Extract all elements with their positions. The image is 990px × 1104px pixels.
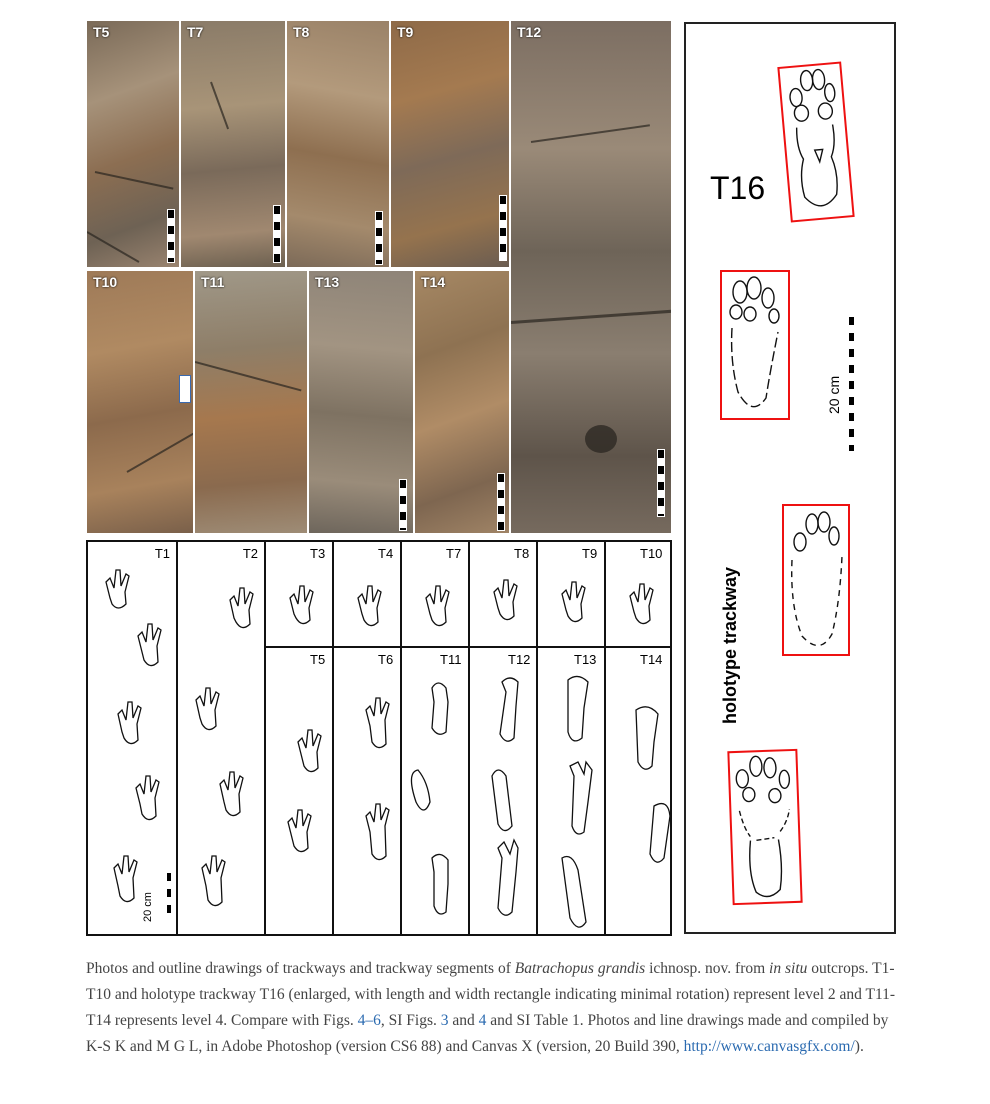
holotype-label: holotype trackway xyxy=(720,566,740,724)
cell-label-t4: T4 xyxy=(378,546,394,561)
photo-t14 xyxy=(414,270,510,534)
cell-label-t13: T13 xyxy=(574,652,597,667)
photo-label: T10 xyxy=(93,274,118,290)
drawing-scale-bar xyxy=(166,872,172,922)
photo-label: T13 xyxy=(315,274,340,290)
outline-drawings-table xyxy=(86,540,672,936)
footprint-rectangle xyxy=(777,62,854,223)
photo-t11 xyxy=(194,270,308,534)
caption-text: Photos and outline drawings of trackways and trackway segments of xyxy=(86,960,515,977)
figure xyxy=(86,20,898,936)
photo-label: T8 xyxy=(293,24,310,40)
figure-caption xyxy=(86,956,906,1060)
caption-text: and SI Table 1. Photos and line drawings made and compiled by K-S K and M G L, in Adobe Photoshop (version CS6 88) and Canvas X (version, 20 Build 390, xyxy=(86,1012,889,1055)
drawing-scale-label: 20 cm xyxy=(142,892,154,922)
photo-t9 xyxy=(390,20,510,268)
photo-label: T9 xyxy=(397,24,414,40)
photo-t12 xyxy=(510,20,672,534)
photo-label: T5 xyxy=(93,24,110,40)
cell-label-t11: T11 xyxy=(440,652,462,667)
caption-text: , SI Figs. xyxy=(380,1012,441,1029)
footprint-drawings xyxy=(178,542,264,932)
caption-text: ). xyxy=(854,1038,864,1055)
cell-label-t9: T9 xyxy=(582,546,598,561)
photo-t5 xyxy=(86,20,180,268)
column-t1 xyxy=(88,542,178,934)
cell-label: T2 xyxy=(242,546,258,561)
photo-label: T14 xyxy=(421,274,446,290)
cell-label-t3: T3 xyxy=(310,546,326,561)
caption-text: and xyxy=(448,1012,479,1029)
footprint-outline xyxy=(729,751,800,903)
scale-bar xyxy=(375,211,383,265)
footprint-rectangle xyxy=(720,270,790,420)
scale-bar xyxy=(167,209,175,263)
t16-scale-label: 20 cm xyxy=(826,375,842,414)
si-fig-3-link[interactable]: 3 xyxy=(440,1012,449,1029)
footprint-outline xyxy=(722,272,788,418)
canvasgfx-link[interactable]: http://www.canvasgfx.com/ xyxy=(683,1038,855,1055)
figs-link[interactable]: 4–6 xyxy=(357,1012,381,1029)
cell-label-t12: T12 xyxy=(508,652,531,667)
scale-bar xyxy=(497,473,505,531)
cell-label-t6: T6 xyxy=(378,652,394,667)
scale-bar xyxy=(273,205,281,263)
footprint-rectangle xyxy=(727,749,802,905)
caption-text: outcrops. T1-T10 and holotype trackway T16 (enlarged, with length and width rectangle indicating minimal rotation) represent level 2 and T11-T14 represents level 4. Compare with Figs. xyxy=(86,960,896,1029)
footprint-outline xyxy=(779,64,852,219)
si-fig-4-link[interactable]: 4 xyxy=(478,1012,487,1029)
cell-label-t7: T7 xyxy=(446,546,462,561)
column-t2 xyxy=(178,542,266,934)
photo-t13 xyxy=(308,270,414,534)
scale-bar xyxy=(657,449,665,517)
scale-bar xyxy=(399,479,407,531)
footprint-drawings xyxy=(266,542,672,932)
cell-label-t5: T5 xyxy=(310,652,326,667)
footprint-rectangle xyxy=(782,504,850,656)
photo-label: T11 xyxy=(201,274,225,290)
caption-text: ichnosp. nov. from xyxy=(645,960,770,977)
photo-t8 xyxy=(286,20,390,268)
cell-label-t8: T8 xyxy=(514,546,530,561)
footprint-outline xyxy=(784,506,848,654)
photo-label: T7 xyxy=(187,24,204,40)
in-situ-term: in situ xyxy=(769,960,808,977)
photo-t7 xyxy=(180,20,286,268)
photo-label: T12 xyxy=(517,24,542,40)
photo-t10 xyxy=(86,270,194,534)
t16-title: T16 xyxy=(710,170,766,206)
species-name: Batrachopus grandis xyxy=(514,960,646,977)
cell-label-t10: T10 xyxy=(640,546,663,561)
cell-label: T1 xyxy=(154,546,170,561)
t16-scale-bar xyxy=(848,316,855,452)
t16-panel xyxy=(684,22,896,934)
scale-bar xyxy=(499,195,507,261)
cell-label-t14: T14 xyxy=(640,652,663,667)
footprint-drawings xyxy=(88,542,174,932)
